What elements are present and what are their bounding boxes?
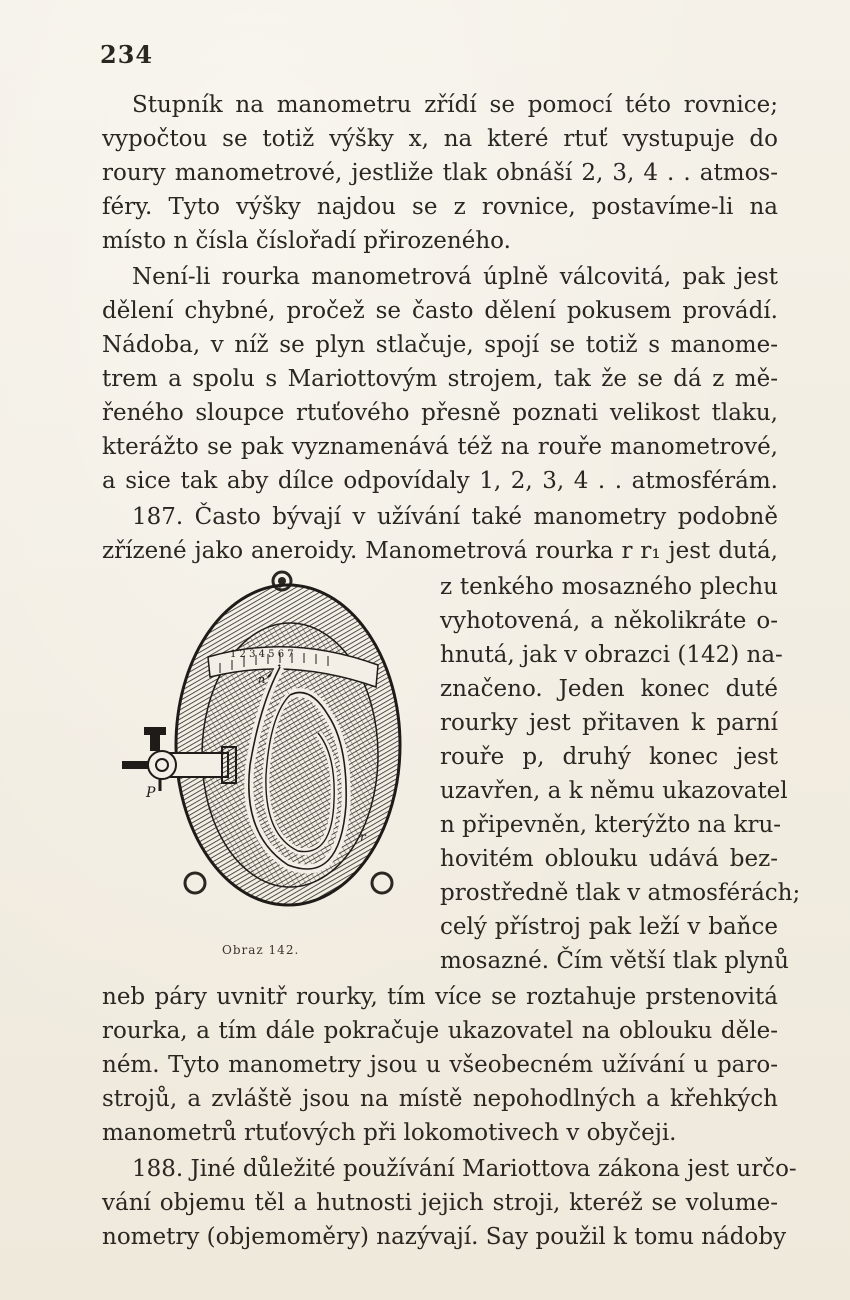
text-line: zřízené jako aneroidy. Manometrová rourka r r₁ jest dutá,: [102, 538, 778, 564]
text-line: rourka, a tím dále pokračuje ukazovatel na oblouku děle-: [102, 1018, 778, 1044]
text-line: a sice tak aby dílce odpovídaly 1, 2, 3, 4 . . atmosférám.: [102, 468, 778, 494]
text-line: rourky jest přitaven k parní: [440, 710, 778, 736]
text-line: hnutá, jak v obrazci (142) na-: [440, 642, 783, 668]
text-line: Nádoba, v níž se plyn stlačuje, spojí se totiž s manome-: [102, 332, 778, 358]
text-line: neb páry uvnitř rourky, tím více se roztahuje prstenovitá: [102, 984, 778, 1010]
text-line: manometrů rtuťových při lokomotivech v obyčeji.: [102, 1120, 677, 1146]
text-line: vyhotovená, a několikráte o-: [440, 608, 778, 634]
text-line: rouře p, druhý konec jest: [440, 744, 778, 770]
text-line: vání objemu těl a hutnosti jejich stroji, kteréž se volume-: [102, 1190, 778, 1216]
text-line: 188. Jiné důležité používání Mariottova zákona jest určo-: [132, 1156, 797, 1182]
label-p: P: [146, 785, 156, 801]
manometer-illustration: [110, 565, 430, 955]
text-line: hovitém oblouku udává bez-: [440, 846, 778, 872]
text-line: vypočtou se totiž výšky x, na které rtuť vystupuje do: [102, 126, 778, 152]
text-line: prostředně tlak v atmosférách;: [440, 880, 801, 906]
text-line: n připevněn, kterýžto na kru-: [440, 812, 782, 838]
text-line: strojů, a zvláště jsou na místě nepohodlných a křehkých: [102, 1086, 778, 1112]
text-line: kterážto se pak vyznamenává též na rouře manometrové,: [102, 434, 778, 460]
text-line: značeno. Jeden konec duté: [440, 676, 778, 702]
text-line: trem a spolu s Mariottovým strojem, tak že se dá z mě-: [102, 366, 778, 392]
manometer-figure: [110, 565, 430, 955]
text-line: Stupník na manometru zřídí se pomocí této rovnice;: [132, 92, 778, 118]
text-line: uzavřen, a k němu ukazovatel: [440, 778, 788, 804]
label-n: n: [258, 673, 266, 686]
text-line: roury manometrové, jestliže tlak obnáší 2, 3, 4 . . atmos-: [102, 160, 778, 186]
text-line: dělení chybné, pročež se často dělení pokusem provádí.: [102, 298, 778, 324]
text-line: z tenkého mosazného plechu: [440, 574, 778, 600]
figure-caption: Obraz 142.: [222, 943, 300, 957]
text-line: Není-li rourka manometrová úplně válcovitá, pak jest: [132, 264, 778, 290]
text-line: řeného sloupce rtuťového přesně poznati velikost tlaku,: [102, 400, 778, 426]
text-line: nometry (objemoměry) nazývají. Say použil k tomu nádoby: [102, 1224, 787, 1250]
label-r: r: [360, 830, 366, 844]
text-line: celý přístroj pak leží v baňce: [440, 914, 778, 940]
text-line: ném. Tyto manometry jsou u všeobecném užívání u paro-: [102, 1052, 778, 1078]
text-line: mosazné. Čím větší tlak plynů: [440, 948, 789, 974]
page-number: 234: [100, 40, 154, 69]
text-line: féry. Tyto výšky najdou se z rovnice, postavíme-li na: [102, 194, 778, 220]
dial-scale-numbers: 1 2 3 4 5 6 7: [230, 649, 294, 660]
text-line: místo n čísla číslořadí přirozeného.: [102, 228, 511, 254]
text-line: 187. Často bývají v užívání také manometry podobně: [132, 504, 778, 530]
